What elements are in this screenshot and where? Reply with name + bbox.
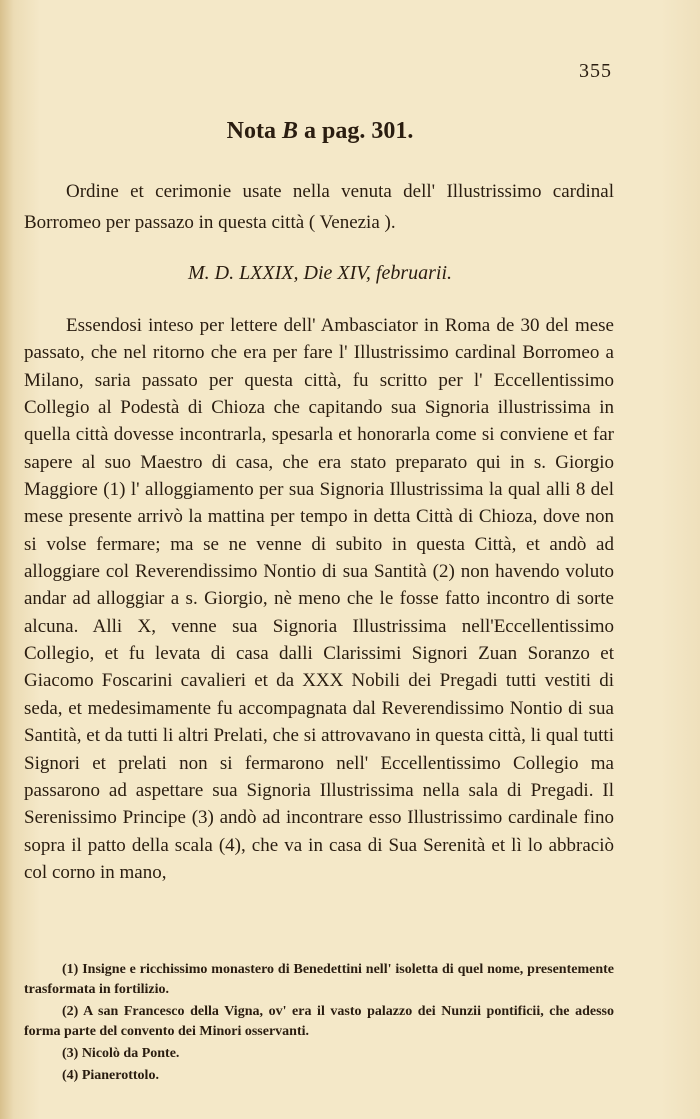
body-text: Essendosi inteso per lettere dell' Ambasciator in Roma de 30 del mese passato, che nel ritorno che era per fare l' Illustrissimo cardinal Borromeo a Milano, saria passato per questa città, fu scritto per l' Eccellentissimo Collegio al Podestà di Chioza che capitando sua Signoria illustrissima in quella città dovesse incontrarla, spesarla et honorarla come si conviene et far sapere al suo Maestro di casa, che era stato preparato qui in s. Giorgio Maggiore (1) l' alloggiamento per sua Signoria Illustrissima la qual alli 8 del mese presente arrivò la mattina per tempo in detta Città di Chioza, dove non si volse fermare; ma se ne venne di subito in questa Città, et andò ad alloggiare col Reverendissimo Nontio di sua Santità (2) non havendo voluto andar ad alloggiar a s. Giorgio, nè meno che le fosse fatto incontro di sorte alcuna. Alli X, venne sua Signoria Illustrissima nell'Eccellentissimo Collegio, et fu levata di casa dalli Clarissimi Signori Zuan Soranzo et Giacomo Foscarini cavalieri et da XXX Nobili dei Pregadi tutti vestiti di seda, et medesimamente fu accompagnata dal Reverendissimo Nontio di sua Santità, et da tutti li altri Prelati, che si attrovavano in questa città, li qual tutti Signori et prelati non si fermarono nell' Eccellentissimo Collegio ma passarono ad aspettare sua Signoria Illustrissima nella sala di Pregadi. Il Serenissimo Principe (3) andò ad incontrare esso Illustrissimo cardinale fino sopra il patto della scala (4), che va in casa di Sua Serenità et lì lo abbraciò col corno in mano, xyxy=(24,315,614,883)
heading-prefix: Nota xyxy=(226,118,282,144)
footnote-4: (4) Pianerottolo. xyxy=(62,1068,159,1083)
intro-text: Ordine et cerimonie usate nella venuta dell' Illustrissimo cardinal Borromeo per passazo in questa città ( Venezia ). xyxy=(24,181,614,233)
footnote-2: (2) A san Francesco della Vigna, ov' era il vasto palazzo dei Nunzii pontificii, che adesso forma parte del convento dei Minori osservanti. xyxy=(24,1004,614,1039)
page-number: 355 xyxy=(579,60,612,82)
footnotes xyxy=(24,960,614,1088)
footnote-1: (1) Insigne e ricchissimo monastero di Benedettini nell' isoletta di quel nome, presentemente trasformata in fortilizio. xyxy=(24,962,614,997)
dateline: M. D. LXXIX, Die XIV, februarii. xyxy=(187,262,453,284)
footnote-3: (3) Nicolò da Ponte. xyxy=(62,1046,180,1061)
heading-letter: B xyxy=(281,118,298,144)
note-heading xyxy=(0,118,640,145)
intro-paragraph xyxy=(24,176,614,238)
main-paragraph xyxy=(24,312,614,886)
heading-suffix: a pag. 301. xyxy=(297,118,414,144)
